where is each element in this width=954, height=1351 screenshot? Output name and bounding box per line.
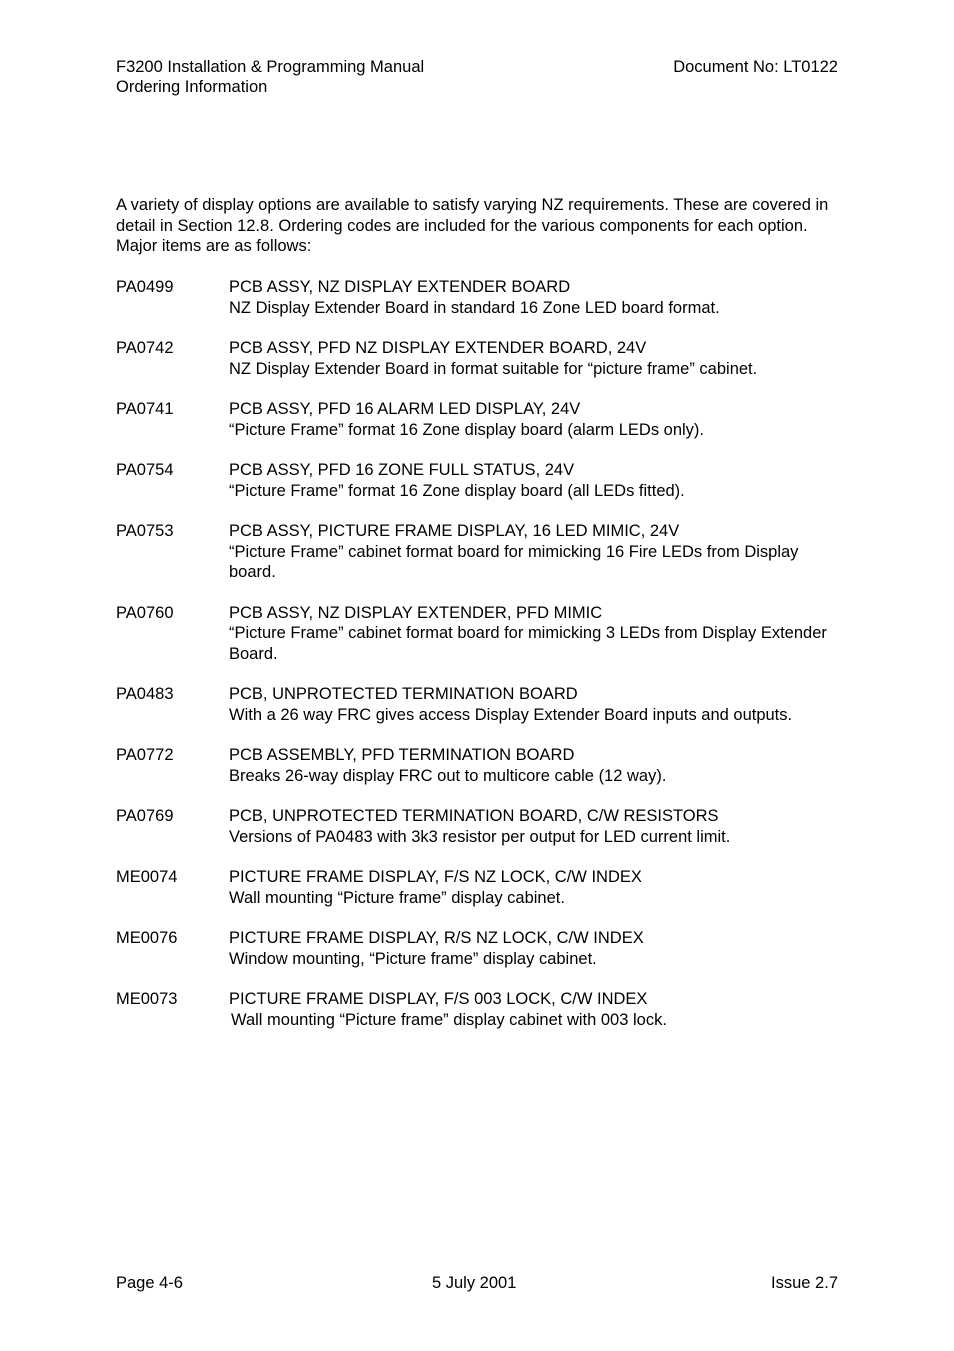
item-description: With a 26 way FRC gives access Display Extender Board inputs and outputs.	[229, 705, 793, 724]
list-item	[116, 521, 846, 583]
item-description: Window mounting, “Picture frame” display cabinet.	[229, 949, 597, 968]
list-item	[116, 867, 846, 908]
list-item	[116, 338, 846, 379]
document-number: Document No: LT0122	[673, 58, 838, 76]
list-item	[116, 399, 846, 440]
manual-title: F3200 Installation & Programming Manual	[116, 58, 425, 76]
item-code: ME0073	[116, 990, 178, 1008]
item-title: PCB ASSY, NZ DISPLAY EXTENDER, PFD MIMIC	[229, 603, 603, 622]
item-description: Versions of PA0483 with 3k3 resistor per output for LED current limit.	[229, 827, 731, 846]
item-description: “Picture Frame” cabinet format board for mimicking 16 Fire LEDs from Display board.	[229, 542, 799, 581]
item-title: PCB, UNPROTECTED TERMINATION BOARD, C/W RESISTORS	[229, 807, 719, 825]
item-description: NZ Display Extender Board in format suitable for “picture frame” cabinet.	[229, 359, 758, 378]
header-row-1	[116, 57, 838, 77]
item-title: PCB ASSEMBLY, PFD TERMINATION BOARD	[229, 746, 575, 764]
item-description: Wall mounting “Picture frame” display cabinet.	[229, 888, 565, 907]
list-item	[116, 460, 846, 501]
item-title: PCB ASSY, PFD NZ DISPLAY EXTENDER BOARD, 24V	[229, 339, 647, 357]
list-item	[116, 603, 846, 665]
item-code: PA0754	[116, 461, 174, 479]
issue-date: 5 July 2001	[432, 1274, 517, 1292]
section-title: Ordering Information	[116, 78, 268, 96]
item-title: PCB ASSY, PFD 16 ALARM LED DISPLAY, 24V	[229, 400, 581, 418]
item-code: PA0760	[116, 603, 174, 622]
item-title: PICTURE FRAME DISPLAY, F/S 003 LOCK, C/W INDEX	[229, 990, 648, 1008]
issue-number: Issue 2.7	[771, 1274, 838, 1292]
item-code: ME0076	[116, 929, 178, 947]
item-title: PCB, UNPROTECTED TERMINATION BOARD	[229, 685, 578, 703]
item-code: PA0499	[116, 278, 174, 296]
page-footer	[116, 1273, 838, 1293]
header-row-2	[116, 77, 838, 97]
item-title: PCB ASSY, PICTURE FRAME DISPLAY, 16 LED MIMIC, 24V	[229, 522, 680, 540]
item-code: ME0074	[116, 868, 178, 886]
item-code: PA0769	[116, 807, 174, 825]
list-item	[116, 745, 846, 786]
list-item	[116, 989, 846, 1030]
item-code: PA0483	[116, 685, 174, 703]
list-item	[116, 684, 846, 725]
page-number: Page 4-6	[116, 1274, 183, 1292]
list-item	[116, 806, 846, 847]
item-code: PA0753	[116, 522, 174, 540]
item-title: PICTURE FRAME DISPLAY, R/S NZ LOCK, C/W INDEX	[229, 929, 644, 947]
item-description: “Picture Frame” cabinet format board for mimicking 3 LEDs from Display Extender Board.	[229, 624, 827, 663]
item-code: PA0772	[116, 746, 174, 764]
item-description: “Picture Frame” format 16 Zone display board (all LEDs fitted).	[229, 481, 685, 500]
item-code: PA0741	[116, 400, 174, 418]
list-item	[116, 277, 846, 318]
item-code: PA0742	[116, 339, 174, 357]
item-title: PCB ASSY, PFD 16 ZONE FULL STATUS, 24V	[229, 461, 575, 479]
item-title: PCB ASSY, NZ DISPLAY EXTENDER BOARD	[229, 278, 571, 296]
item-title: PICTURE FRAME DISPLAY, F/S NZ LOCK, C/W INDEX	[229, 868, 642, 886]
item-description: Breaks 26-way display FRC out to multicore cable (12 way).	[229, 766, 667, 785]
ordering-items-list	[116, 277, 846, 1050]
list-item	[116, 928, 846, 969]
item-description: NZ Display Extender Board in standard 16 Zone LED board format.	[229, 298, 720, 317]
intro-paragraph: A variety of display options are available to satisfy varying NZ requirements. These are covered in detail in Section 12.8. Ordering codes are included for the various components for each option. Major items are as follows:	[116, 196, 829, 255]
item-description: Wall mounting “Picture frame” display cabinet with 003 lock.	[231, 1010, 667, 1029]
item-description: “Picture Frame” format 16 Zone display board (alarm LEDs only).	[229, 420, 705, 439]
page-header	[116, 57, 838, 97]
